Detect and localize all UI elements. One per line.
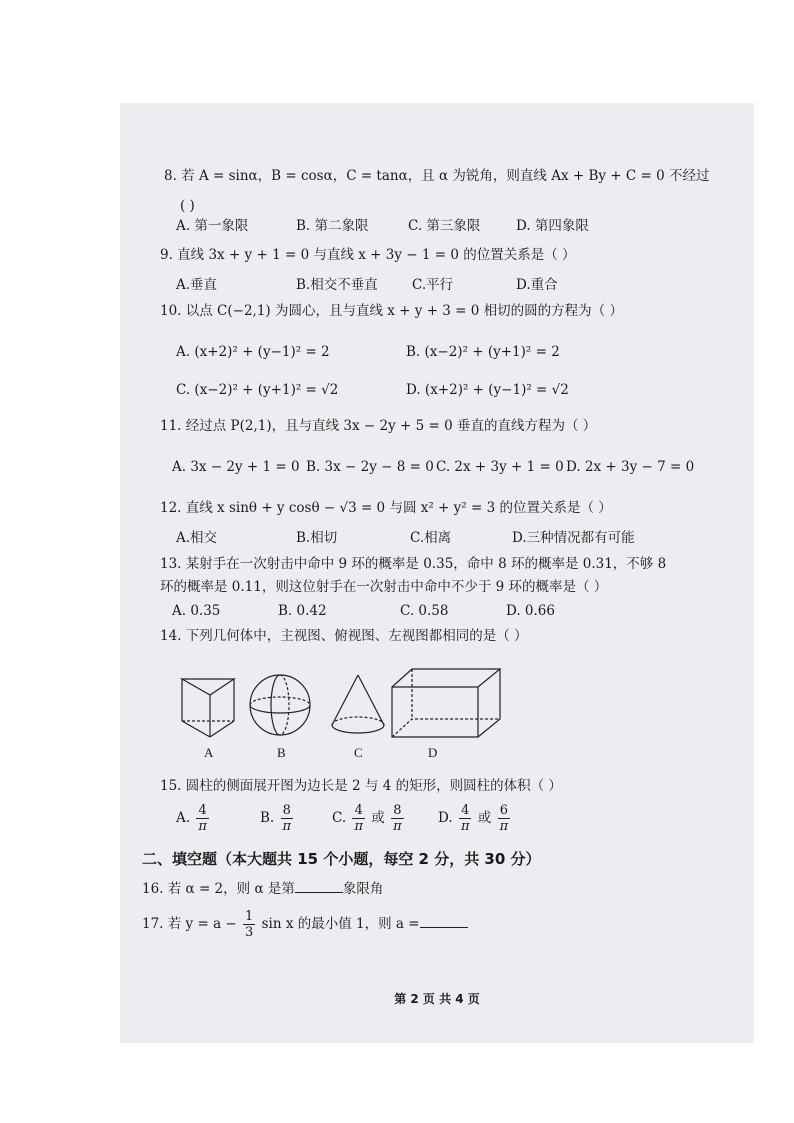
q9-option-b: B.相交不垂直 [296,277,378,293]
q8-option-d: D. 第四象限 [516,218,589,234]
q8-option-a: A. 第一象限 [176,218,249,234]
triangular-prism-figure [182,679,234,737]
sphere-figure [250,675,310,735]
q15-option-d: D. $\frac{4}{\pi}$ 或 $\frac{6}{\pi}$ [438,803,509,834]
q10-option-c: C. (x−2)² + (y+1)² = √2 [176,382,339,398]
q15-stem: 15. 圆柱的侧面展开图为边长是 2 与 4 的矩形，则圆柱的体积（ ） [160,778,562,794]
q8-option-c: C. 第三象限 [408,218,481,234]
q11-option-b: B. 3x − 2y − 8 = 0 [306,459,434,475]
q13-stem-line2: 环的概率是 0.11，则这位射手在一次射击中命中不少于 9 环的概率是（ ） [160,579,608,595]
q11-stem: 11. 经过点 P(2,1)，且与直线 3x − 2y + 5 = 0 垂直的直线方程为（ ） [160,418,597,434]
fraction: $\frac{4}{\pi}$ [198,803,207,834]
rectangular-box-figure [392,669,500,737]
q12-option-c: C.相离 [410,530,452,546]
q14-stem: 14. 下列几何体中，主视图、俯视图、左视图都相同的是（ ） [160,628,528,644]
q12-option-d: D.三种情况都有可能 [512,530,635,546]
cone-figure [332,675,384,733]
q13-option-b: B. 0.42 [278,603,327,619]
answer-blank [420,913,468,928]
q15-option-b: B. $\frac{8}{\pi}$ [260,803,292,834]
fraction: $\frac{4}{\pi}$ [354,803,363,834]
q17-stem: 17. 若 y = a − $\frac{1}{3}$ sin x 的最小值 1，则 a = [142,909,468,940]
q10-option-d: D. (x+2)² + (y−1)² = √2 [406,382,569,398]
figure-label-b: B [277,745,286,760]
fraction: $\frac{6}{\pi}$ [499,803,509,834]
answer-blank [295,878,343,893]
q12-stem: 12. 直线 x sinθ + y cosθ − √3 = 0 与圆 x² + y² = 3 的位置关系是（ ） [160,500,612,516]
q8-option-b: B. 第二象限 [296,218,369,234]
q8-answer-paren: ( ) [180,198,195,214]
q15-option-a: A. $\frac{4}{\pi}$ [176,803,207,834]
q11-option-a: A. 3x − 2y + 1 = 0 [172,459,300,475]
q9-stem: 9. 直线 3x + y + 1 = 0 与直线 x + 3y − 1 = 0 的位置关系是（ ） [160,247,576,263]
q11-option-c: C. 2x + 3y + 1 = 0 [436,459,564,475]
fraction: $\frac{4}{\pi}$ [460,803,470,834]
exam-page [120,103,754,1043]
fraction: $\frac{8}{\pi}$ [393,803,402,834]
section-title: 二、填空题（本大题共 15 个小题，每空 2 分，共 30 分） [142,850,541,868]
q12-option-a: A.相交 [176,530,218,546]
fraction: $\frac{1}{3}$ [245,909,254,940]
q13-stem-line1: 13. 某射手在一次射击中命中 9 环的概率是 0.35，命中 8 环的概率是 0.31，不够 8 [160,556,667,572]
q8-stem: 8. 若 A = sinα，B = cosα，C = tanα，且 α 为锐角，则直线 Ax + By + C = 0 不经过 [164,168,710,184]
figure-label-c: C [354,745,363,760]
q13-option-d: D. 0.66 [506,603,555,619]
q11-option-d: D. 2x + 3y − 7 = 0 [566,459,695,475]
q9-option-a: A.垂直 [176,277,218,293]
q13-option-c: C. 0.58 [400,603,449,619]
figure-label-d: D [428,745,438,760]
page-footer: 第 2 页 共 4 页 [394,992,480,1006]
fraction: $\frac{8}{\pi}$ [282,803,292,834]
q13-option-a: A. 0.35 [172,603,221,619]
q9-option-d: D.重合 [516,277,558,293]
q12-option-b: B.相切 [296,530,338,546]
q10-stem: 10. 以点 C(−2,1) 为圆心，且与直线 x + y + 3 = 0 相切的圆的方程为（ ） [160,303,623,319]
q10-option-b: B. (x−2)² + (y+1)² = 2 [406,344,560,360]
q15-option-c: C. $\frac{4}{\pi}$ 或 $\frac{8}{\pi}$ [332,803,402,834]
q9-option-c: C.平行 [412,277,454,293]
q16-stem: 16. 若 α = 2，则 α 是第 象限角 [142,878,383,898]
q10-option-a: A. (x+2)² + (y−1)² = 2 [176,344,330,360]
figure-label-a: A [204,745,214,760]
